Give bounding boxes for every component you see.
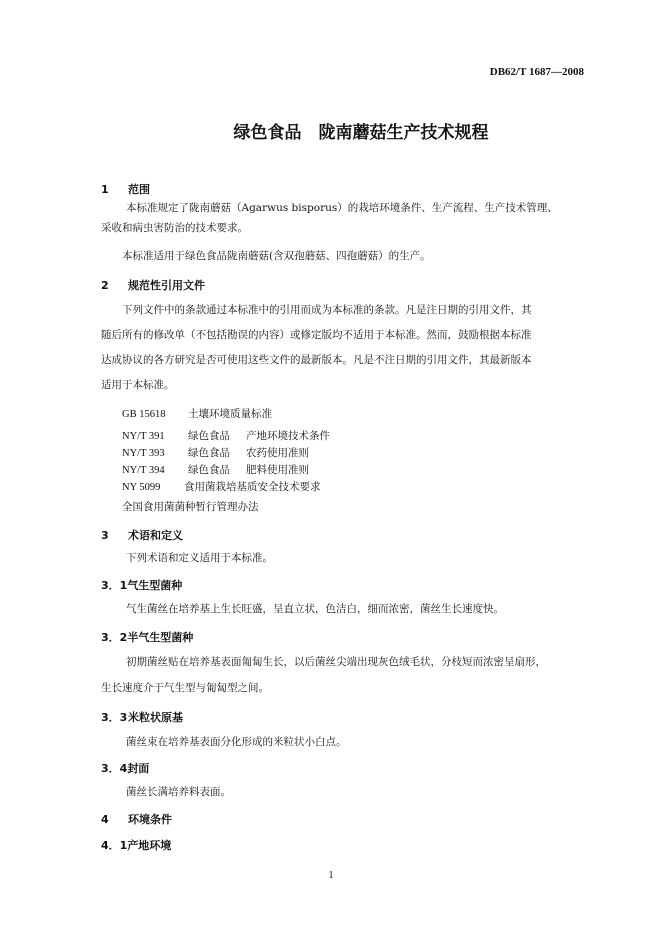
reference-code: GB 15618 [122, 409, 166, 420]
subsection-number: 3．3 [101, 711, 128, 724]
paragraph-line: 达成协议的各方研究是否可使用这些文件的最新版本。凡是不注日期的引用文件，其最新版本 [101, 354, 532, 366]
section-number: 3 [101, 529, 109, 542]
paragraph-line: 气生菌丝在培养基上生长旺盛，呈直立状，色洁白，细而浓密，菌丝生长速度快。 [126, 603, 504, 615]
reference-item [122, 445, 309, 460]
reference-name: 绿色食品 [188, 448, 230, 459]
section-title: 范围 [128, 183, 150, 196]
section-2-heading [101, 277, 205, 293]
reference-item [122, 462, 309, 477]
reference-name: 土壤环境质量标准 [188, 409, 272, 420]
paragraph-line: 下列术语和定义适用于本标准。 [126, 552, 273, 564]
paragraph-line: 下列文件中的条款通过本标准中的引用而成为本标准的条款。凡是注日期的引用文件，其 [122, 304, 532, 316]
paragraph-line: 生长速度介于气生型与匍匐型之间。 [101, 682, 269, 694]
standard-number: DB62/T 1687—2008 [489, 66, 584, 78]
subsection-number: 3．2 [101, 631, 128, 644]
section-number: 1 [101, 183, 109, 196]
section-number: 2 [101, 279, 109, 292]
section-number: 4 [101, 813, 109, 826]
subsection-3-2-heading [101, 629, 193, 645]
subsection-3-3-heading [101, 709, 183, 725]
reference-code: NY 5099 [122, 482, 161, 493]
reference-name: 绿色食品 [188, 431, 230, 442]
section-3-heading [101, 527, 183, 543]
reference-item [122, 428, 330, 443]
page-number: 1 [328, 870, 334, 881]
reference-name: 绿色食品 [188, 465, 230, 476]
subsection-4-1-heading [101, 837, 171, 853]
subsection-title: 半气生型菌种 [127, 631, 194, 644]
reference-item [122, 479, 321, 494]
subsection-number: 3．1 [101, 579, 128, 592]
subsection-title: 产地环境 [127, 839, 172, 852]
paragraph-line: 菌丝束在培养基表面分化形成的米粒状小白点。 [126, 736, 347, 748]
subsection-3-1-heading [101, 577, 182, 593]
section-title: 规范性引用文件 [128, 279, 205, 292]
reference-title: 农药使用准则 [246, 448, 309, 459]
reference-title: 肥料使用准则 [246, 465, 309, 476]
section-4-heading [101, 811, 172, 827]
reference-code: NY/T 391 [122, 431, 165, 442]
reference-item: 全国食用菌菌种暂行管理办法 [122, 502, 259, 513]
subsection-title: 气生型菌种 [127, 579, 183, 592]
section-title: 环境条件 [128, 813, 172, 826]
reference-item [122, 406, 272, 421]
paragraph-line: 初期菌丝贴在培养基表面匍匐生长，以后菌丝尖端出现灰色绒毛状，分枝短而浓密呈扇形， [126, 656, 546, 668]
reference-title: 产地环境技术条件 [246, 431, 330, 442]
paragraph-line: 本标准规定了陇南蘑菇（Agarwus bisporus）的栽培环境条件、生产流程、生产技术管理、 [126, 202, 558, 214]
paragraph-line: 采收和病虫害防治的技术要求。 [101, 222, 248, 234]
paragraph-line: 随后所有的修改单（不包括勘误的内容）或修定版均不适用于本标准。然而，鼓励根据本标准 [101, 329, 532, 341]
document-title: 绿色食品 陇南蘑菇生产技术规程 [233, 123, 489, 143]
subsection-number: 4．1 [101, 839, 128, 852]
subsection-title: 封面 [127, 762, 150, 775]
subsection-title: 米粒状原基 [128, 711, 183, 724]
subsection-3-4-heading [101, 760, 149, 776]
reference-code: NY/T 393 [122, 448, 165, 459]
paragraph-line: 菌丝长满培养料表面。 [126, 786, 231, 798]
reference-code: NY/T 394 [122, 465, 165, 476]
subsection-number: 3．4 [101, 762, 128, 775]
paragraph-line: 本标准适用于绿色食品陇南蘑菇(含双孢蘑菇、四孢蘑菇）的生产。 [122, 250, 431, 262]
paragraph-line: 适用于本标准。 [101, 379, 175, 391]
section-title: 术语和定义 [128, 529, 183, 542]
reference-name: 食用菌栽培基质安全技术要求 [184, 482, 321, 493]
section-1-heading [101, 181, 150, 197]
